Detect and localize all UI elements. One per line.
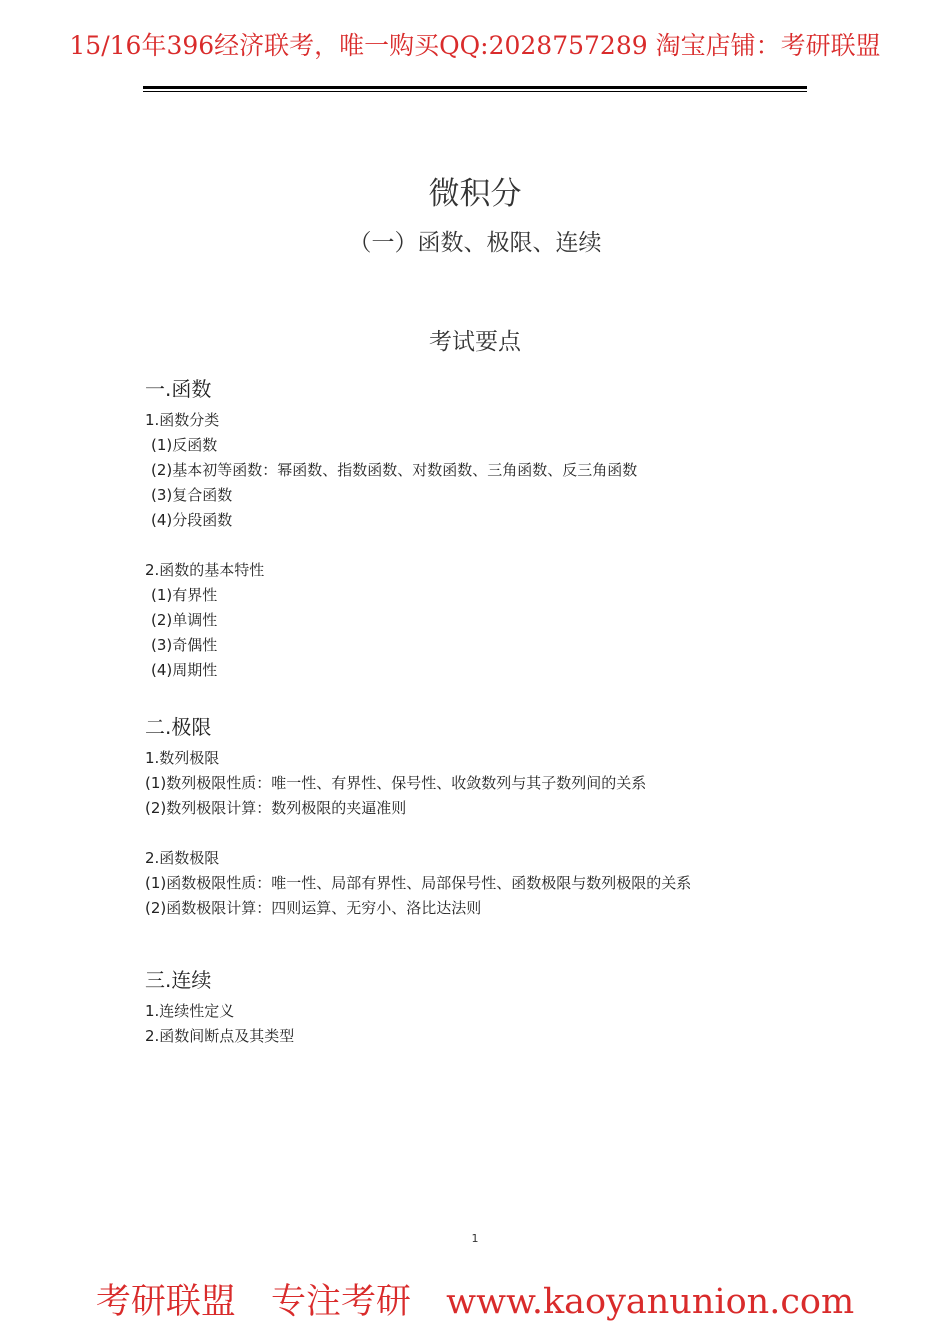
footer-slogan: 专注考研 xyxy=(270,1282,411,1322)
footer-brand: 考研联盟 xyxy=(95,1282,236,1322)
page-number: 1 xyxy=(471,1232,479,1245)
group-heading: 1.数列极限 xyxy=(145,749,220,767)
list-item: 2.函数间断点及其类型 xyxy=(145,1027,295,1045)
list-item: (4)周期性 xyxy=(151,661,218,679)
exam-points-heading: 考试要点 xyxy=(429,329,521,355)
list-item: (1)有界性 xyxy=(151,586,218,604)
document-title: 微积分 xyxy=(428,176,522,212)
section-title: 二.极限 xyxy=(145,715,212,739)
list-item: (1)数列极限性质：唯一性、有界性、保号性、收敛数列与其子数列间的关系 xyxy=(145,774,647,792)
group-heading: 1.函数分类 xyxy=(145,411,220,429)
chapter-subtitle: （一）函数、极限、连续 xyxy=(348,230,602,256)
list-item: 1.连续性定义 xyxy=(145,1002,235,1020)
header-rule-thick xyxy=(143,86,807,89)
list-item: (2)单调性 xyxy=(151,611,218,629)
section-title: 三.连续 xyxy=(145,968,212,992)
promo-banner: 15/16年396经济联考，唯一购买QQ:2028757289 淘宝店铺：考研联盟 xyxy=(69,31,881,60)
list-item: (1)函数极限性质：唯一性、局部有界性、局部保号性、函数极限与数列极限的关系 xyxy=(145,874,692,892)
outline-content xyxy=(145,370,845,1049)
footer-url[interactable]: www.kaoyanunion.com xyxy=(446,1282,855,1322)
list-item: (4)分段函数 xyxy=(151,511,233,529)
list-item: (3)复合函数 xyxy=(151,486,233,504)
list-item: (1)反函数 xyxy=(151,436,218,454)
group-heading: 2.函数的基本特性 xyxy=(145,561,265,579)
section-title: 一.函数 xyxy=(145,377,212,401)
footer-watermark xyxy=(0,1274,950,1324)
list-item: (3)奇偶性 xyxy=(151,636,218,654)
group-heading: 2.函数极限 xyxy=(145,849,220,867)
list-item: (2)函数极限计算：四则运算、无穷小、洛比达法则 xyxy=(145,899,482,917)
list-item: (2)基本初等函数：幂函数、指数函数、对数函数、三角函数、反三角函数 xyxy=(151,461,638,479)
header-rule-thin xyxy=(143,91,807,92)
list-item: (2)数列极限计算：数列极限的夹逼准则 xyxy=(145,799,407,817)
